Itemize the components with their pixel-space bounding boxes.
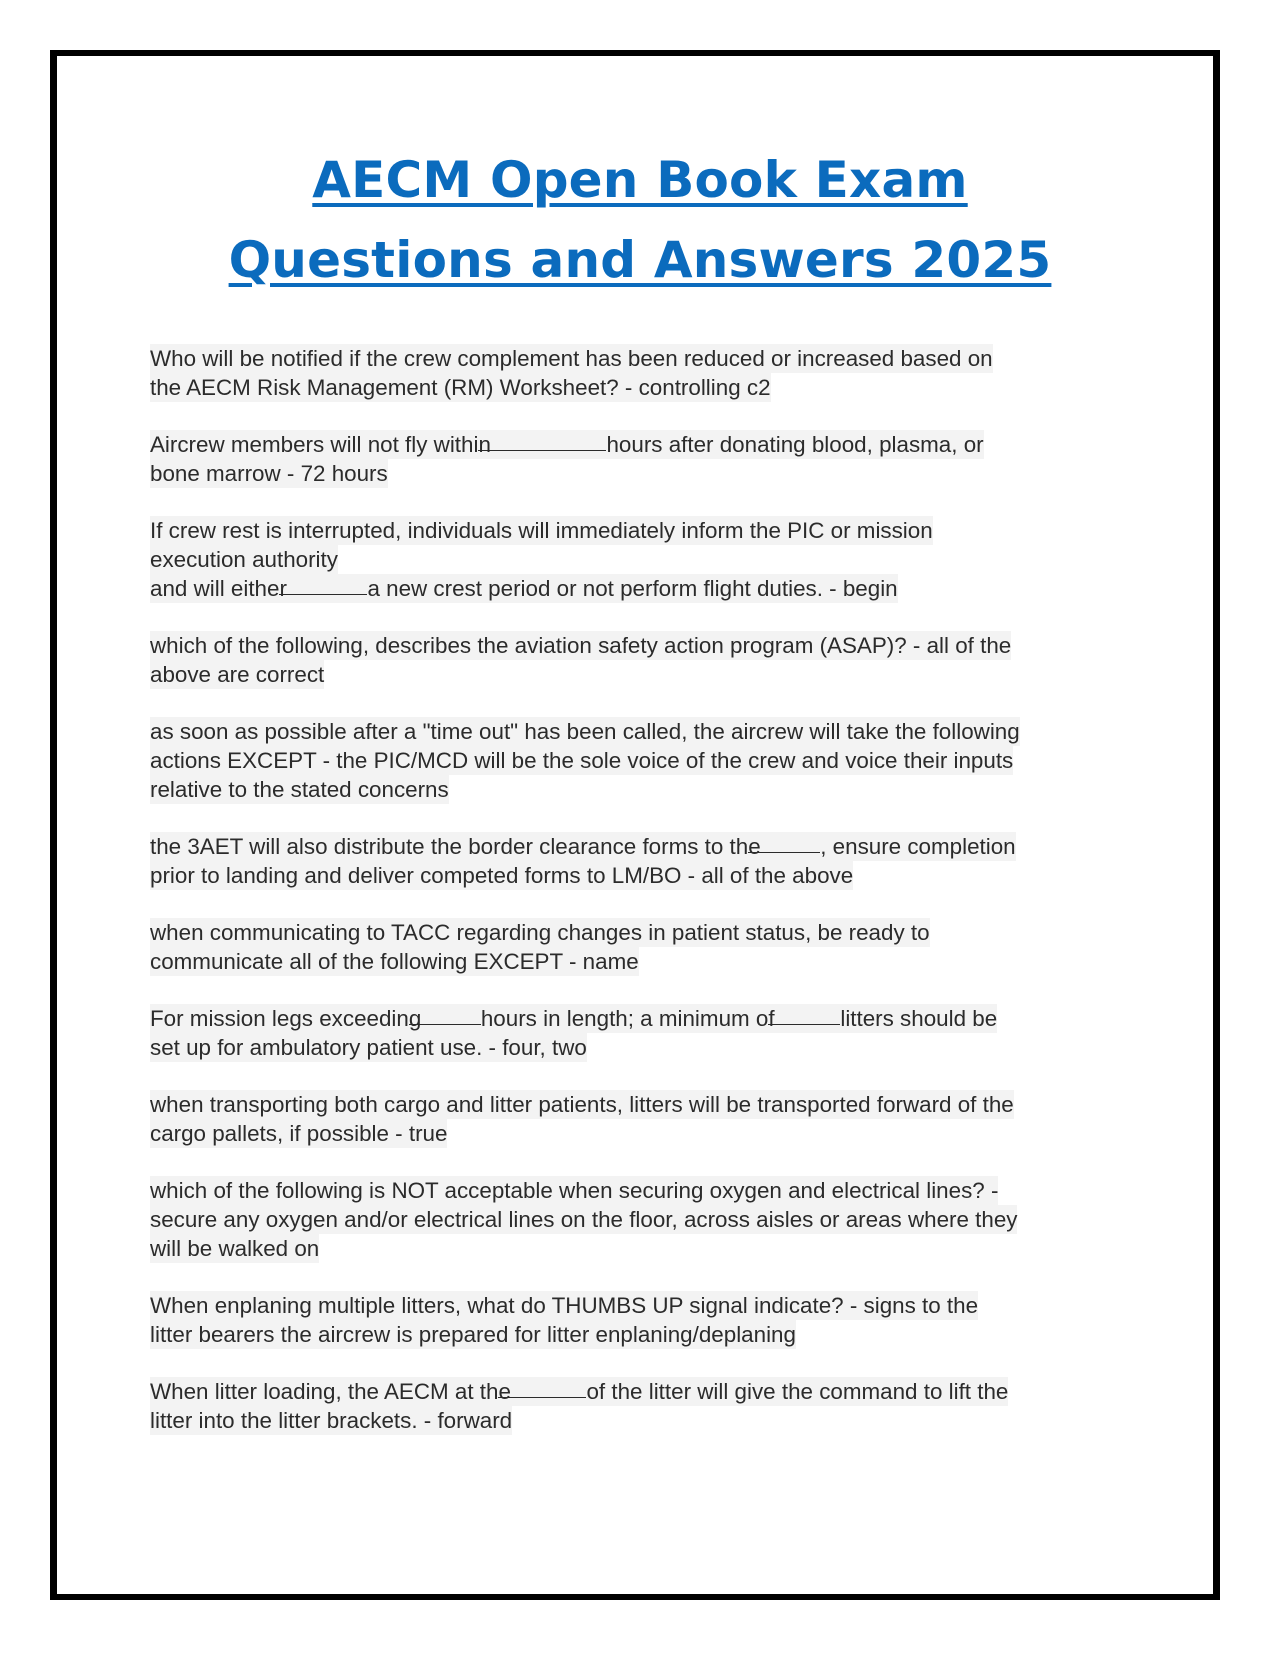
qa-text: and will eithe: [150, 576, 280, 601]
qa-text: For mission legs exceedin: [150, 1006, 409, 1031]
qa-text: the 3AET will also distribute the border clearance forms to th: [150, 834, 749, 859]
qa-text: execution authority: [150, 547, 338, 572]
title-line-1: AECM Open Book Exam: [312, 151, 968, 209]
qa-text: , ensure completion: [820, 834, 1016, 859]
qa-text: communicate all of the following EXCEPT - name: [150, 949, 639, 974]
qa-text: prior to landing and deliver competed forms to LM/BO - all of the above: [150, 863, 854, 888]
blank-underline: [478, 430, 606, 457]
qa-text: of the litter will give the command to lift the: [586, 1379, 1009, 1404]
qa-item: [150, 344, 1130, 402]
qa-text: n: [478, 432, 491, 457]
qa-text: hours in length; a minimum o: [480, 1006, 769, 1031]
blank-underline: [768, 1004, 840, 1031]
qa-text: litters should be: [840, 1006, 998, 1031]
qa-item: [150, 918, 1130, 976]
qa-text: When enplaning multiple litters, what do THUMBS UP signal indicate? - signs to the: [150, 1293, 979, 1318]
qa-list: [150, 344, 1130, 1463]
qa-text: when communicating to TACC regarding changes in patient status, be ready to: [150, 920, 930, 945]
qa-text: Aircrew members will not fly withi: [150, 432, 479, 457]
qa-line: [150, 832, 1016, 861]
qa-item: [150, 1176, 1130, 1263]
qa-text: above are correct: [150, 662, 325, 687]
qa-item: [150, 1377, 1130, 1435]
qa-text: Who will be notified if the crew complement has been reduced or increased based on: [150, 346, 993, 371]
qa-text: e: [498, 1379, 511, 1404]
document-title: [0, 140, 1280, 300]
blank-underline: [748, 832, 820, 859]
qa-text: g: [408, 1006, 422, 1031]
qa-item: [150, 717, 1130, 804]
qa-item: [150, 1291, 1130, 1349]
qa-text: actions EXCEPT - the PIC/MCD will be the sole voice of the crew and voice their inputs: [150, 748, 1014, 773]
qa-line: [150, 574, 898, 603]
qa-text: relative to the stated concerns: [150, 777, 449, 802]
qa-text: which of the following, describes the aviation safety action program (ASAP)? - all of the: [150, 633, 1012, 658]
title-line-2: Questions and Answers 2025: [228, 231, 1052, 289]
qa-text: r: [279, 576, 287, 601]
qa-text: set up for ambulatory patient use. - four, two: [150, 1035, 587, 1060]
qa-line: [150, 1377, 1008, 1406]
qa-text: which of the following is NOT acceptable when securing oxygen and electrical lines? -: [150, 1178, 999, 1203]
qa-text: a new crest period or not perform flight duties. - begin: [367, 576, 898, 601]
qa-text: When litter loading, the AECM at th: [150, 1379, 499, 1404]
qa-text: e: [748, 834, 761, 859]
qa-text: f: [768, 1006, 775, 1031]
blank-underline: [408, 1004, 481, 1031]
qa-text: cargo pallets, if possible - true: [150, 1121, 448, 1146]
qa-text: when transporting both cargo and litter patients, litters will be transported forward of the: [150, 1092, 1014, 1117]
qa-item: [150, 1004, 1130, 1062]
qa-text: If crew rest is interrupted, individuals will immediately inform the PIC or mission: [150, 518, 933, 543]
qa-text: secure any oxygen and/or electrical lines on the floor, across aisles or areas where they: [150, 1207, 1018, 1232]
qa-item: [150, 1090, 1130, 1148]
qa-item: [150, 832, 1130, 890]
qa-text: will be walked on: [150, 1236, 320, 1261]
qa-text: bone marrow - 72 hours: [150, 461, 388, 486]
qa-item: [150, 516, 1130, 603]
qa-text: litter bearers the aircrew is prepared for litter enplaning/deplaning: [150, 1322, 796, 1347]
qa-text: hours after donating blood, plasma, or: [606, 432, 984, 457]
qa-item: [150, 430, 1130, 488]
qa-text: litter into the litter brackets. - forward: [150, 1408, 513, 1433]
blank-underline: [498, 1377, 586, 1404]
qa-text: as soon as possible after a "time out" has been called, the aircrew will take the following: [150, 719, 1020, 744]
qa-text: the AECM Risk Management (RM) Worksheet? - controlling c2: [150, 375, 771, 400]
qa-line: [150, 1004, 997, 1033]
blank-underline: [279, 574, 367, 601]
qa-item: [150, 631, 1130, 689]
qa-line: [150, 430, 984, 459]
